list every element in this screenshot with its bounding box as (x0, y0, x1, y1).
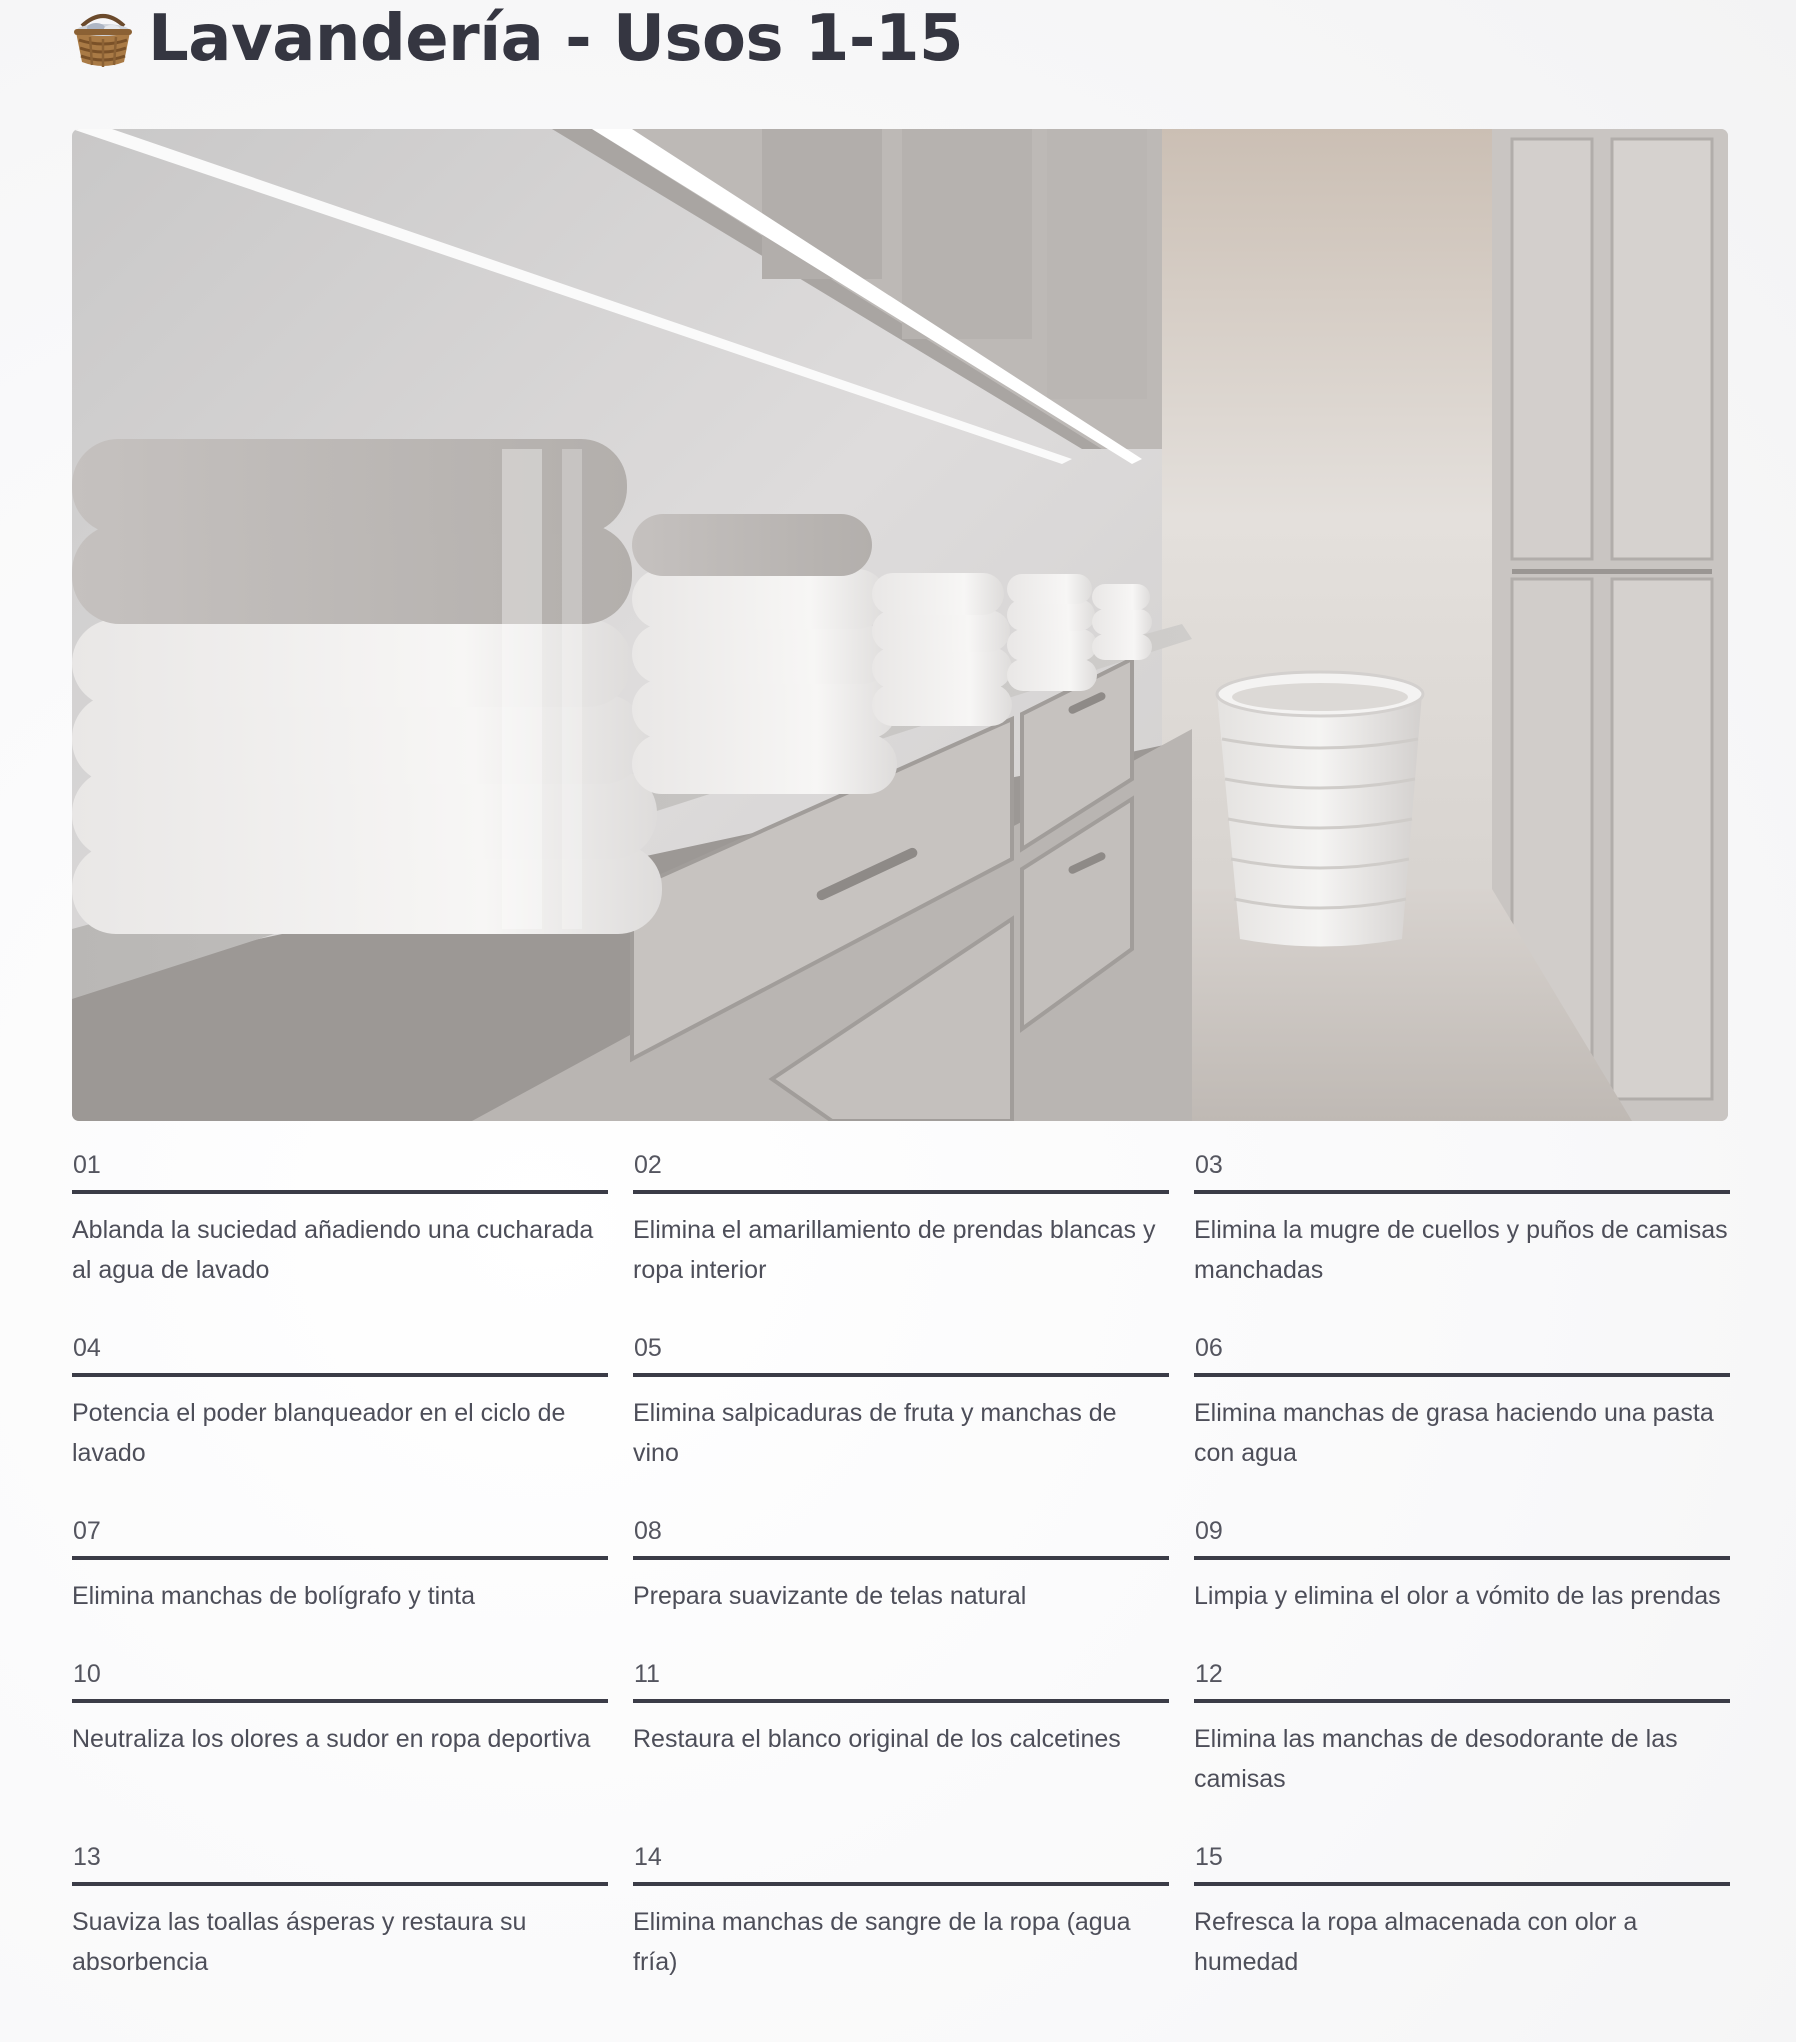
use-item-08 (633, 1514, 1169, 1657)
use-description: Elimina salpicaduras de fruta y manchas de vino (633, 1399, 1117, 1467)
use-number: 02 (634, 1151, 662, 1179)
laundry-room-image (72, 129, 1728, 1121)
divider (1194, 1373, 1730, 1377)
use-description: Ablanda la suciedad añadiendo una cucharada al agua de lavado (72, 1216, 594, 1284)
use-number: 04 (73, 1334, 101, 1362)
use-item-15 (1194, 1840, 1730, 2023)
divider (1194, 1699, 1730, 1703)
divider (72, 1373, 608, 1377)
use-item-11 (633, 1657, 1169, 1840)
use-number: 03 (1195, 1151, 1223, 1179)
divider (72, 1556, 608, 1560)
use-number: 09 (1195, 1517, 1223, 1545)
page-title (72, 0, 1728, 78)
divider (633, 1190, 1169, 1194)
use-number: 13 (73, 1843, 101, 1871)
use-description: Neutraliza los olores a sudor en ropa deportiva (72, 1725, 591, 1753)
use-item-13 (72, 1840, 608, 2023)
divider (633, 1699, 1169, 1703)
use-item-10 (72, 1657, 608, 1840)
divider (72, 1699, 608, 1703)
page (72, 0, 1728, 1976)
use-number: 10 (73, 1660, 101, 1688)
divider (1194, 1882, 1730, 1886)
use-description: Limpia y elimina el olor a vómito de las prendas (1194, 1582, 1721, 1610)
use-number: 05 (634, 1334, 662, 1362)
use-description: Elimina las manchas de desodorante de las camisas (1194, 1725, 1678, 1793)
divider (633, 1373, 1169, 1377)
use-item-05 (633, 1331, 1169, 1514)
laundry-basket-icon (72, 10, 134, 68)
use-number: 08 (634, 1517, 662, 1545)
use-description: Suaviza las toallas ásperas y restaura su absorbencia (72, 1908, 527, 1976)
use-number: 14 (634, 1843, 662, 1871)
use-number: 15 (1195, 1843, 1223, 1871)
use-item-07 (72, 1514, 608, 1657)
use-description: Potencia el poder blanqueador en el ciclo de lavado (72, 1399, 566, 1467)
use-description: Elimina manchas de grasa haciendo una pasta con agua (1194, 1399, 1714, 1467)
use-item-06 (1194, 1331, 1730, 1514)
use-description: Restaura el blanco original de los calcetines (633, 1725, 1121, 1753)
page-title-text: Lavandería - Usos 1-15 (148, 2, 964, 76)
use-item-09 (1194, 1514, 1730, 1657)
divider (633, 1556, 1169, 1560)
use-item-12 (1194, 1657, 1730, 1840)
use-item-04 (72, 1331, 608, 1514)
use-number: 11 (634, 1660, 660, 1688)
use-number: 01 (73, 1151, 101, 1179)
divider (72, 1882, 608, 1886)
use-description: Elimina manchas de sangre de la ropa (agua fría) (633, 1908, 1131, 1976)
uses-grid (72, 1148, 1728, 2023)
use-item-14 (633, 1840, 1169, 2023)
use-description: Refresca la ropa almacenada con olor a humedad (1194, 1908, 1638, 1976)
use-description: Elimina manchas de bolígrafo y tinta (72, 1582, 475, 1610)
divider (1194, 1190, 1730, 1194)
divider (1194, 1556, 1730, 1560)
use-description: Elimina el amarillamiento de prendas blancas y ropa interior (633, 1216, 1156, 1284)
use-item-02 (633, 1148, 1169, 1331)
divider (72, 1190, 608, 1194)
divider (633, 1882, 1169, 1886)
use-number: 06 (1195, 1334, 1223, 1362)
use-item-01 (72, 1148, 608, 1331)
use-description: Prepara suavizante de telas natural (633, 1582, 1027, 1610)
use-item-03 (1194, 1148, 1730, 1331)
use-number: 07 (73, 1517, 101, 1545)
use-description: Elimina la mugre de cuellos y puños de camisas manchadas (1194, 1216, 1728, 1284)
use-number: 12 (1195, 1660, 1223, 1688)
